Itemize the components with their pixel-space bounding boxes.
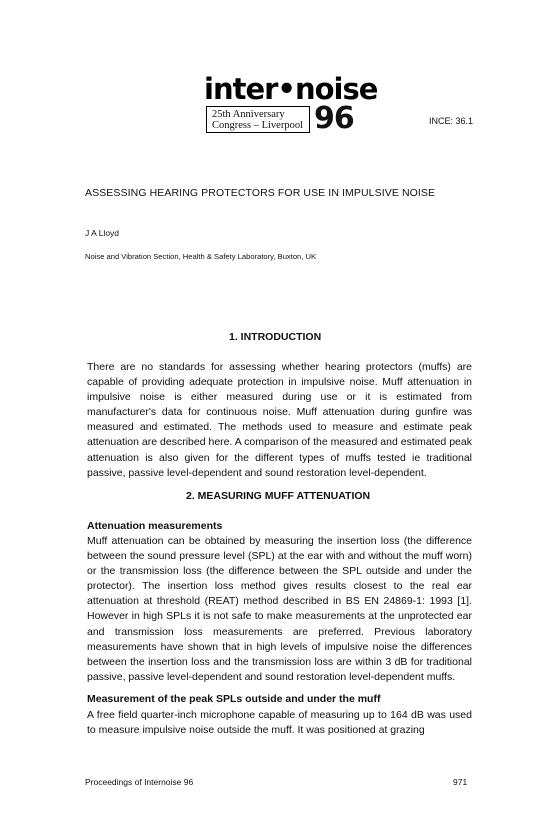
subheading-peak-spl-measurement: Measurement of the peak SPLs outside and under the muff bbox=[87, 693, 381, 705]
footer-proceedings: Proceedings of Internoise 96 bbox=[85, 777, 194, 787]
introduction-paragraph: There are no standards for assessing whether hearing protectors (muffs) are capable of providing adequate protection in impulsive noise. Muff attenuation in impulsive noise is either measured during use or it is estimated from manufacturer's data for continuous noise. Muff attenuation during gunfire was measured and estimated. The methods used to measure and estimate peak attenuation are described here. A comparison of the measured and estimated peak attenuation is also given for the different types of muffs tested ie traditional passive, passive level-dependent and sound restoration level-dependent. bbox=[87, 361, 472, 479]
affiliation: Noise and Vibration Section, Health & Safety Laboratory, Buxton, UK bbox=[85, 252, 317, 261]
attenuation-paragraph: Muff attenuation can be obtained by measuring the insertion loss (the difference between the sound pressure level (SPL) at the ear with and without the muff worn) or the transmission loss (the difference between the SPL outside and under the protector). The insertion loss method gives results closest to the real ear attenuation at threshold (REAT) method described in BS EN 24869-1: 1993 [1]. However in high SPLs it is not safe to make measurements at the unprotected ear and transmission loss measurements are preferred. Previous laboratory measurements have shown that in high levels of impulsive noise the differences between the insertion loss and the transmission loss are within 3 dB for traditional passive, passive level-dependent and sound restoration level-dependent muffs. bbox=[87, 535, 472, 683]
logo-year: 96 bbox=[314, 101, 354, 136]
logo-line-1: 25th Anniversary bbox=[212, 109, 285, 120]
logo-wordmark: inter•noise bbox=[204, 72, 378, 106]
subheading-attenuation-measurements: Attenuation measurements bbox=[87, 520, 223, 532]
author: J A Lloyd bbox=[85, 228, 120, 238]
logo-line-2: Congress – Liverpool bbox=[212, 120, 303, 131]
section-heading-introduction: 1. INTRODUCTION bbox=[229, 331, 322, 343]
paper-reference: INCE: 36.1 bbox=[429, 116, 474, 126]
page-number: 971 bbox=[453, 777, 468, 787]
peak-spl-paragraph: A free field quarter-inch microphone capable of measuring up to 164 dB was used to measure impulsive noise outside the muff. It was positioned at grazing bbox=[87, 709, 472, 737]
conference-logo bbox=[204, 72, 378, 136]
logo-anniversary-box bbox=[206, 106, 310, 133]
section-heading-measuring: 2. MEASURING MUFF ATTENUATION bbox=[186, 490, 371, 502]
paper-title: ASSESSING HEARING PROTECTORS FOR USE IN IMPULSIVE NOISE bbox=[85, 187, 436, 199]
